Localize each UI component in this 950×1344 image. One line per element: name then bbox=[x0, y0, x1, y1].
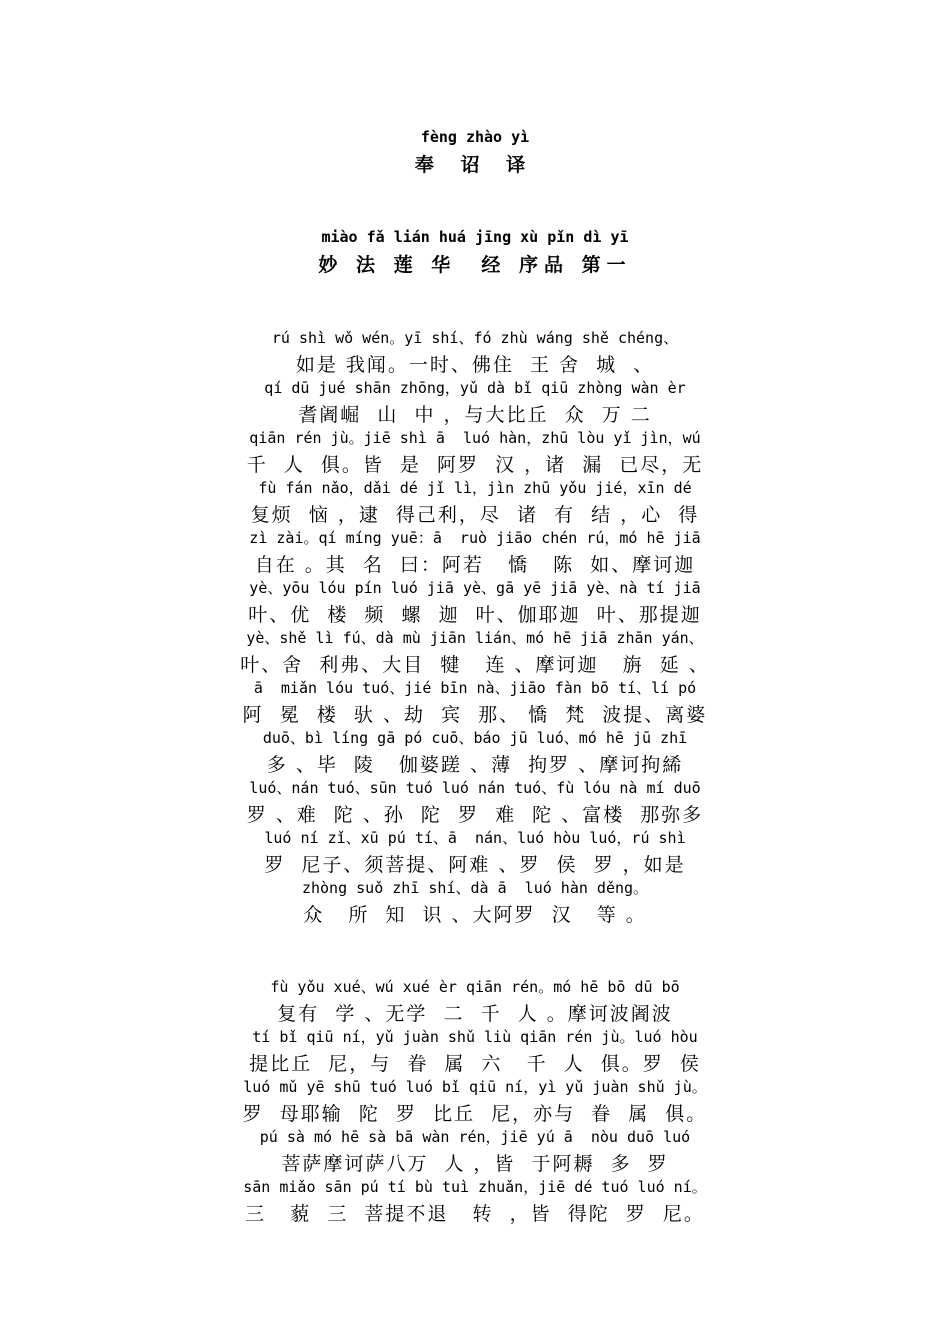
paragraph-1-hanzi-line: 如是 我闻。一时、佛住 王 舍 城 、 bbox=[295, 354, 655, 376]
paragraph-2-pinyin-line: pú sà mó hē sà bā wàn rén，jiē yú ā nòu duō luó bbox=[259, 1128, 691, 1146]
title-pinyin: fèng zhào yì bbox=[420, 128, 530, 146]
paragraph-1-hanzi-line: 自在 。其 名 曰：阿若 憍 陈 如、摩诃迦 bbox=[254, 554, 696, 576]
paragraph-1-pinyin-line: qiān rén jù。jiē shì ā luó hàn，zhū lòu yǐ jìn，wú bbox=[249, 429, 701, 447]
paragraph-1-pinyin-line: rú shì wǒ wén。yī shí、fó zhù wáng shě chéng、 bbox=[271, 329, 679, 347]
paragraph-1-pinyin-line: luó、nán tuó、sūn tuó luó nán tuó、fù lóu nà mí duō bbox=[249, 779, 701, 797]
paragraph-2-pinyin-line: luó mǔ yē shū tuó luó bǐ qiū ní，yì yǔ juàn shǔ jù。 bbox=[243, 1078, 707, 1096]
paragraph-1-pinyin-line: ā miǎn lóu tuó、jié bīn nà、jiāo fàn bō tí、lí pó bbox=[253, 679, 697, 697]
paragraph-1-pinyin-line: luó ní zǐ、xū pú tí、ā nán、luó hòu luó，rú shì bbox=[264, 829, 686, 847]
subtitle-pinyin: miào fǎ lián huá jīng xù pǐn dì yī bbox=[321, 228, 629, 246]
paragraph-1-hanzi-line: 叶、优 楼 频 螺 迦 叶、伽耶迦 叶、那提迦 bbox=[248, 604, 702, 626]
paragraph-1-hanzi-line: 阿 冕 楼 驮 、劫 宾 那、 憍 梵 波提、离婆 bbox=[242, 704, 708, 726]
paragraph-2-hanzi-line: 菩萨摩诃萨八万 人 ，皆 于阿耨 多 罗 bbox=[281, 1153, 669, 1175]
paragraph-1-pinyin-line: fù fán nǎo，dǎi dé jǐ lì，jìn zhū yǒu jié，xīn dé bbox=[258, 479, 692, 497]
paragraph-1-hanzi-line: 罗 尼子、须菩提、阿难 、罗 侯 罗 ，如是 bbox=[264, 854, 686, 876]
paragraph-1-pinyin-line: zhòng suǒ zhī shí、dà ā luó hàn děng。 bbox=[301, 879, 649, 897]
title-hanzi: 奉 诏 译 bbox=[414, 154, 536, 176]
subtitle-hanzi: 妙 法 莲 华 经 序品 第一 bbox=[318, 254, 632, 276]
paragraph-1-hanzi-line: 罗 、难 陀 、孙 陀 罗 难 陀 、富楼 那弥多 bbox=[246, 804, 704, 826]
paragraph-1-hanzi-line: 叶、舍 利弗、大目 犍 连 、摩诃迦 旃 延 、 bbox=[240, 654, 710, 676]
paragraph-1-pinyin-line: qí dū jué shān zhōng，yǔ dà bǐ qiū zhòng wàn èr bbox=[264, 379, 686, 397]
paragraph-1-hanzi-line: 千 人 俱。皆 是 阿罗 汉 ，诸 漏 已尽，无 bbox=[246, 454, 704, 476]
paragraph-2-hanzi-line: 罗 母耶输 陀 罗 比丘 尼，亦与 眷 属 俱。 bbox=[242, 1103, 708, 1125]
paragraph-1-hanzi-line: 耆阇崛 山 中 ，与大比丘 众 万 二 bbox=[298, 404, 652, 426]
paragraph-2-hanzi-line: 复有 学 、无学 二 千 人 。摩诃波阇波 bbox=[277, 1003, 673, 1025]
paragraph-1-pinyin-line: yè、shě lì fú、dà mù jiān lián、mó hē jiā zhān yán、 bbox=[246, 629, 704, 647]
paragraph-2-hanzi-line: 提比丘 尼，与 眷 属 六 千 人 俱。罗 侯 bbox=[249, 1053, 701, 1075]
paragraph-2-pinyin-line: tí bǐ qiū ní，yǔ juàn shǔ liù qiān rén jù。luó hòu bbox=[252, 1028, 698, 1046]
paragraph-1-pinyin-line: yè、yōu lóu pín luó jiā yè、gā yē jiā yè、nà tí jiā bbox=[249, 579, 701, 597]
paragraph-1-hanzi-line: 多 、毕 陵 伽婆蹉 、薄 拘罗 、摩诃拘絺 bbox=[266, 754, 684, 776]
paragraph-1-hanzi-line: 复烦 恼 ，逮 得己利，尽 诸 有 结 ，心 得 bbox=[250, 504, 700, 526]
paragraph-1-hanzi-line: 众 所 知 识 、大阿罗 汉 等 。 bbox=[303, 904, 647, 926]
paragraph-2-pinyin-line: sān miǎo sān pú tí bù tuì zhuǎn，jiē dé tuó luó ní。 bbox=[243, 1178, 707, 1196]
paragraph-2-pinyin-line: fù yǒu xué、wú xué èr qiān rén。mó hē bō dū bō bbox=[270, 978, 680, 996]
paragraph-1-pinyin-line: duō、bì líng gā pó cuō、báo jū luó、mó hē jū zhī bbox=[262, 729, 688, 747]
paragraph-2-hanzi-line: 三 藐 三 菩提不退 转 ，皆 得陀 罗 尼。 bbox=[245, 1203, 705, 1225]
paragraph-1-pinyin-line: zì zài。qí míng yuē：ā ruò jiāo chén rú，mó hē jiā bbox=[249, 529, 701, 547]
